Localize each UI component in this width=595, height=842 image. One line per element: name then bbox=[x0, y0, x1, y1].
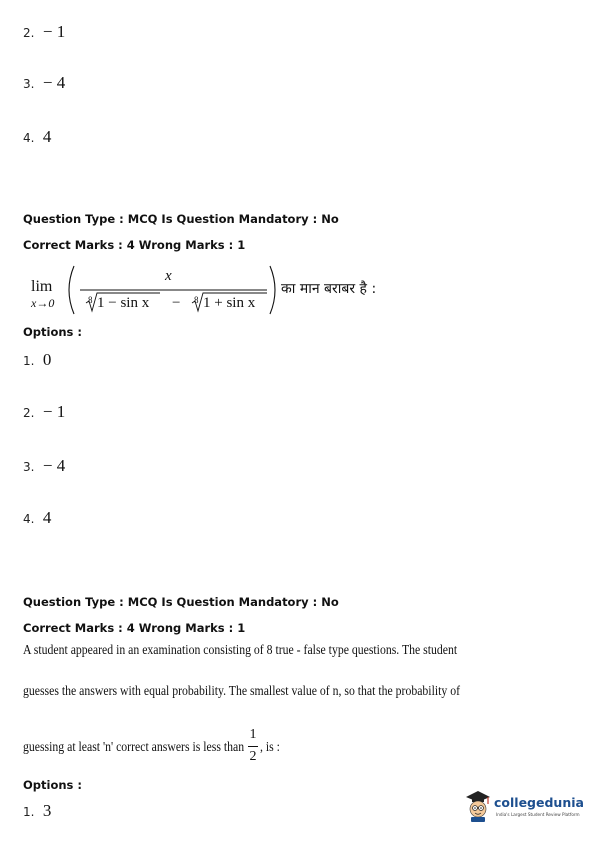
radicand-1: 1 − sin x bbox=[97, 295, 150, 311]
question-text-line: A student appeared in an examination consisting of 8 true - false type questions. The student bbox=[23, 643, 458, 658]
marks-header: Correct Marks : 4 Wrong Marks : 1 bbox=[23, 238, 246, 252]
option-number: 3. bbox=[23, 77, 35, 91]
option-value: 3 bbox=[42, 801, 52, 820]
root-index: 8 bbox=[88, 295, 93, 305]
option-value: 0 bbox=[42, 350, 52, 369]
option-row[interactable] bbox=[23, 350, 51, 370]
fraction-numerator: 1 bbox=[249, 727, 257, 742]
option-row[interactable] bbox=[23, 801, 51, 821]
option-row bbox=[23, 22, 65, 42]
numerator: x bbox=[165, 268, 172, 284]
logo-tagline: India's Largest Student Review Platform bbox=[496, 812, 580, 817]
option-value: − 4 bbox=[42, 456, 66, 475]
option-value: 4 bbox=[42, 508, 52, 527]
fraction-denominator: 2 bbox=[249, 749, 257, 764]
option-number: 2. bbox=[23, 26, 35, 40]
option-number: 2. bbox=[23, 406, 35, 420]
option-number: 1. bbox=[23, 354, 35, 368]
option-row bbox=[23, 127, 51, 147]
option-row[interactable] bbox=[23, 456, 65, 476]
hindi-question-text: का मान बराबर है : bbox=[281, 281, 377, 297]
option-value: − 1 bbox=[42, 402, 66, 421]
option-number: 4. bbox=[23, 131, 35, 145]
question-text-fragment: , is : bbox=[260, 740, 280, 755]
minus-sign: − bbox=[172, 295, 181, 311]
radicand-2: 1 + sin x bbox=[203, 295, 256, 311]
lim-subscript: x→0 bbox=[31, 296, 55, 310]
question-type-header: Question Type : MCQ Is Question Mandatory : No bbox=[23, 212, 339, 226]
root-index: 8 bbox=[194, 295, 199, 305]
lim-label: lim bbox=[31, 278, 53, 295]
option-row[interactable] bbox=[23, 402, 65, 422]
option-number: 3. bbox=[23, 460, 35, 474]
marks-header: Correct Marks : 4 Wrong Marks : 1 bbox=[23, 621, 246, 635]
fraction-bar bbox=[248, 746, 258, 747]
question-type-header: Question Type : MCQ Is Question Mandatory : No bbox=[23, 595, 339, 609]
option-value: 4 bbox=[42, 127, 52, 146]
mascot-icon bbox=[463, 789, 493, 823]
option-value: − 1 bbox=[42, 22, 66, 41]
option-number: 1. bbox=[23, 805, 35, 819]
option-value: − 4 bbox=[42, 73, 66, 92]
option-number: 4. bbox=[23, 512, 35, 526]
logo-wordmark: collegedunia bbox=[494, 795, 584, 810]
option-row[interactable] bbox=[23, 508, 51, 528]
collegedunia-logo bbox=[463, 787, 588, 827]
options-label: Options : bbox=[23, 778, 82, 792]
option-row bbox=[23, 73, 65, 93]
question-text-line: guesses the answers with equal probability. The smallest value of n, so that the probability of bbox=[23, 684, 460, 699]
options-label: Options : bbox=[23, 325, 82, 339]
question-text-fragment: guessing at least 'n' correct answers is less than bbox=[23, 740, 245, 755]
